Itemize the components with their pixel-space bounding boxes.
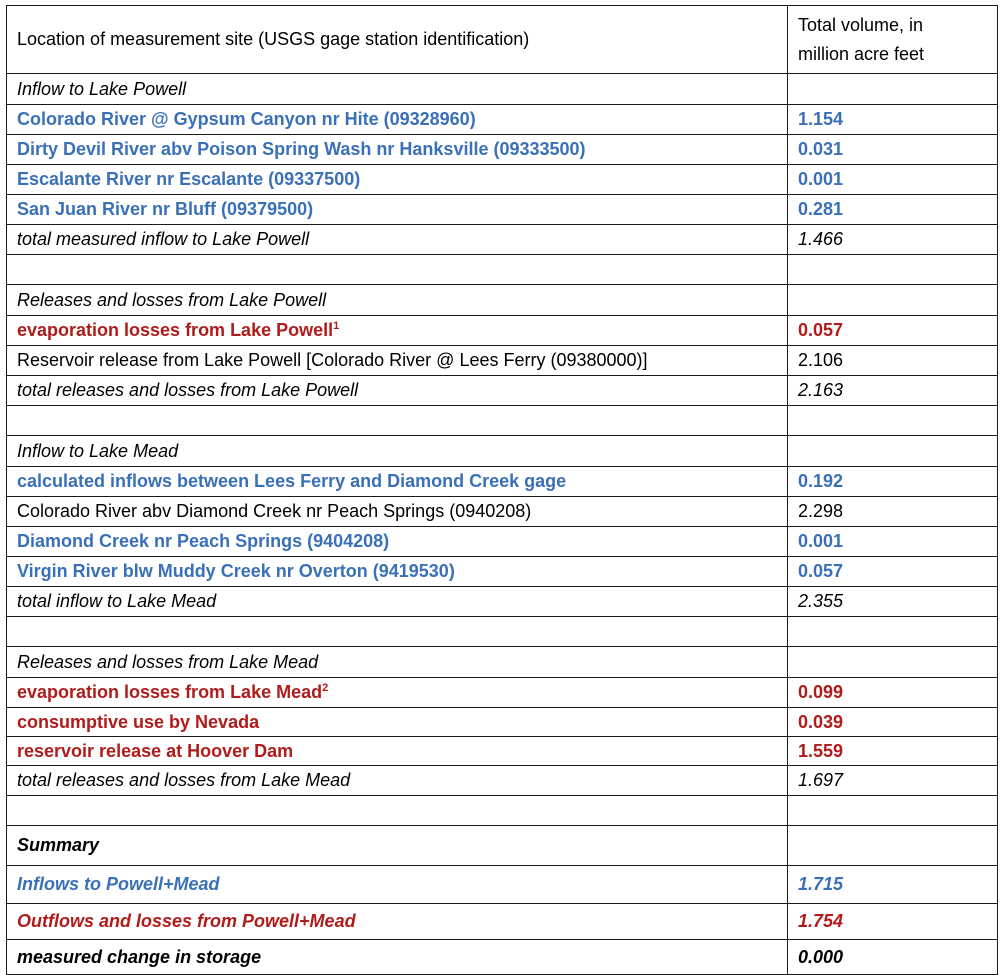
header-location: Location of measurement site (USGS gage station identification) (7, 6, 788, 74)
row-label: Diamond Creek nr Peach Springs (9404208) (7, 527, 788, 557)
empty-row (7, 255, 998, 285)
header-row (7, 6, 998, 74)
table-row (7, 557, 998, 587)
table-row (7, 105, 998, 135)
section-powell-inflow: Inflow to Lake Powell (7, 74, 788, 105)
table-row (7, 708, 998, 737)
row-value: 1.559 (788, 737, 998, 766)
summary-title: Summary (7, 826, 788, 866)
summary-outflows-label: Outflows and losses from Powell+Mead (7, 904, 788, 940)
summary-header-row (7, 826, 998, 866)
row-value: 0.001 (788, 165, 998, 195)
empty-row (7, 406, 998, 436)
total-value: 2.355 (788, 587, 998, 617)
table-row (7, 346, 998, 376)
section-row (7, 647, 998, 678)
section-powell-release: Releases and losses from Lake Powell (7, 285, 788, 316)
evap-mead-label: evaporation losses from Lake Mead (17, 682, 323, 702)
header-volume (788, 6, 998, 74)
row-label (7, 316, 788, 346)
footnote-marker: 1 (333, 320, 340, 332)
row-label: Virgin River blw Muddy Creek nr Overton (9419530) (7, 557, 788, 587)
row-label: Escalante River nr Escalante (09337500) (7, 165, 788, 195)
total-row (7, 587, 998, 617)
table-row (7, 497, 998, 527)
footnote-marker: 2 (322, 682, 329, 694)
empty-row (7, 796, 998, 826)
table-row (7, 678, 998, 708)
row-label: Colorado River @ Gypsum Canyon nr Hite (09328960) (7, 105, 788, 135)
row-value: 0.192 (788, 467, 998, 497)
section-row (7, 74, 998, 105)
water-budget-table (6, 5, 998, 975)
row-value: 2.106 (788, 346, 998, 376)
summary-inflows-value: 1.715 (788, 866, 998, 904)
row-label: Dirty Devil River abv Poison Spring Wash nr Hanksville (09333500) (7, 135, 788, 165)
summary-row (7, 940, 998, 975)
total-row (7, 225, 998, 255)
empty-row (7, 617, 998, 647)
header-volume-line1: Total volume, in (798, 14, 924, 35)
section-row (7, 436, 998, 467)
summary-change-value: 0.000 (788, 940, 998, 975)
section-mead-inflow: Inflow to Lake Mead (7, 436, 788, 467)
table-row (7, 737, 998, 766)
row-label: calculated inflows between Lees Ferry and Diamond Creek gage (7, 467, 788, 497)
table-row (7, 195, 998, 225)
total-value: 1.466 (788, 225, 998, 255)
summary-row (7, 866, 998, 904)
section-mead-release: Releases and losses from Lake Mead (7, 647, 788, 678)
row-value: 0.001 (788, 527, 998, 557)
section-row (7, 285, 998, 316)
header-volume-line2: million acre feet (798, 43, 925, 64)
row-label: Reservoir release from Lake Powell [Colorado River @ Lees Ferry (09380000)] (7, 346, 788, 376)
table-row (7, 527, 998, 557)
total-label: total releases and losses from Lake Powell (7, 376, 788, 406)
row-label: consumptive use by Nevada (7, 708, 788, 737)
summary-inflows-label: Inflows to Powell+Mead (7, 866, 788, 904)
summary-row (7, 904, 998, 940)
table-row (7, 316, 998, 346)
total-label: total measured inflow to Lake Powell (7, 225, 788, 255)
total-label: total releases and losses from Lake Mead (7, 766, 788, 796)
row-label: reservoir release at Hoover Dam (7, 737, 788, 766)
row-value: 0.281 (788, 195, 998, 225)
row-value: 0.057 (788, 316, 998, 346)
row-value: 0.031 (788, 135, 998, 165)
table-row (7, 467, 998, 497)
total-value: 2.163 (788, 376, 998, 406)
row-value: 0.039 (788, 708, 998, 737)
row-label: San Juan River nr Bluff (09379500) (7, 195, 788, 225)
total-value: 1.697 (788, 766, 998, 796)
row-value: 1.154 (788, 105, 998, 135)
row-label (7, 678, 788, 708)
row-value: 2.298 (788, 497, 998, 527)
total-row (7, 376, 998, 406)
evap-powell-label: evaporation losses from Lake Powell (17, 320, 334, 340)
row-value: 0.057 (788, 557, 998, 587)
total-label: total inflow to Lake Mead (7, 587, 788, 617)
summary-outflows-value: 1.754 (788, 904, 998, 940)
table-row (7, 135, 998, 165)
row-label: Colorado River abv Diamond Creek nr Peach Springs (0940208) (7, 497, 788, 527)
summary-change-label: measured change in storage (7, 940, 788, 975)
row-value: 0.099 (788, 678, 998, 708)
total-row (7, 766, 998, 796)
table-row (7, 165, 998, 195)
